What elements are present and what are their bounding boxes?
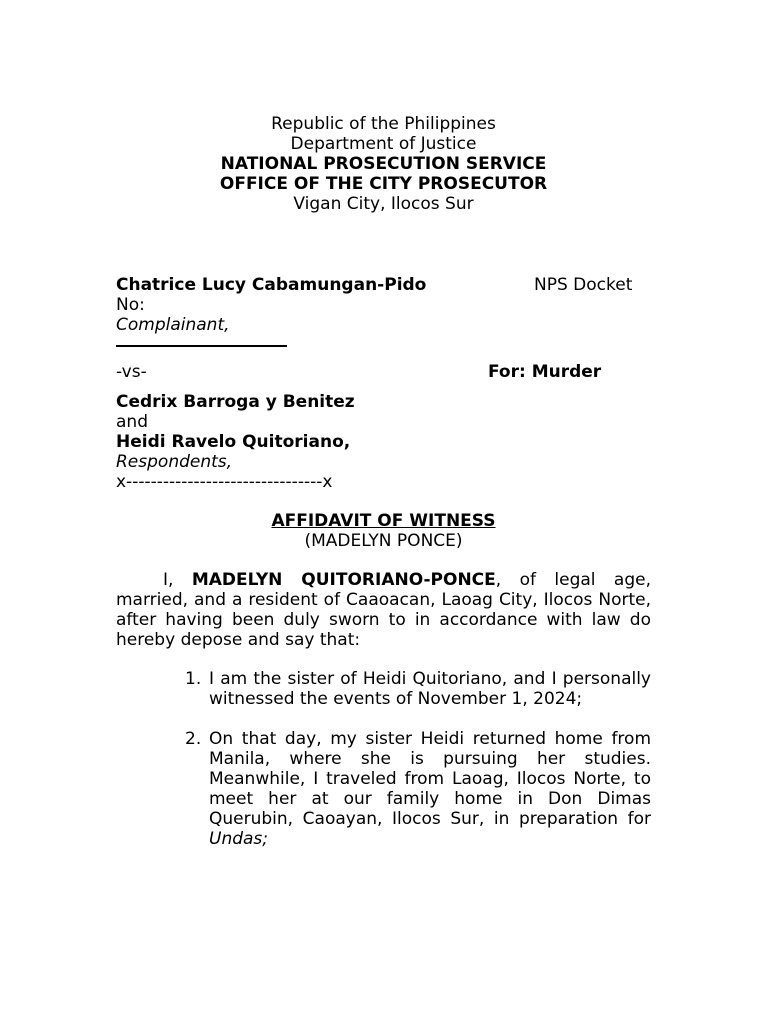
caption-separator: x--------------------------------x: [116, 472, 333, 492]
document-header: [116, 114, 651, 214]
allegation-number: 1.: [185, 669, 202, 689]
offense-label: For: Murder: [488, 362, 602, 382]
affidavit-page: [116, 114, 651, 869]
list-item: [116, 729, 651, 849]
docket-label: NPS Docket: [534, 275, 633, 295]
case-caption: [116, 275, 651, 492]
list-item: [116, 669, 651, 709]
header-location: Vigan City, Ilocos Sur: [293, 194, 474, 214]
allegation-number: 2.: [185, 729, 202, 749]
intro-text: , of legal age, married, and a resident of Caaoacan, Laoag City, Ilocos Norte, after having been duly sworn to in accordance with law do hereby depose and say that:: [116, 570, 652, 650]
respondents-block: [116, 392, 651, 492]
document-title: [116, 511, 651, 551]
intro-paragraph: [116, 570, 651, 650]
respondents-role: Respondents,: [116, 452, 233, 472]
affidavit-title: AFFIDAVIT OF WITNESS: [271, 511, 496, 531]
header-republic: Republic of the Philippines: [271, 114, 496, 134]
allegation-text: I am the sister of Heidi Quitoriano, and I personally witnessed the events of November 1, 2024;: [209, 669, 651, 709]
respondent-2: Heidi Ravelo Quitoriano,: [116, 432, 351, 452]
docket-number-label: No:: [116, 295, 145, 315]
affiant-name: MADELYN QUITORIANO-PONCE: [191, 570, 496, 590]
allegation-text: On that day, my sister Heidi returned home from Manila, where she is pursuing her studies. Meanwhile, I traveled from Laoag, Ilocos Norte, to meet her at our family home in Don Dimas Querubin, Caoayan, Ilocos Sur, in preparation for: [209, 729, 651, 829]
versus-text: -vs-: [116, 362, 147, 382]
allegations-list: [116, 669, 651, 849]
complainant-role: Complainant,: [116, 315, 230, 335]
affidavit-subtitle: (MADELYN PONCE): [304, 531, 463, 551]
intro-prefix: I,: [163, 570, 192, 590]
conjunction-and: and: [116, 412, 148, 432]
header-nps: NATIONAL PROSECUTION SERVICE: [220, 154, 547, 174]
allegation-emphasis: Undas;: [209, 829, 269, 849]
header-office: OFFICE OF THE CITY PROSECUTOR: [219, 174, 548, 194]
respondent-1: Cedrix Barroga y Benitez: [116, 392, 355, 412]
complainant-name: Chatrice Lucy Cabamungan-Pido: [116, 275, 427, 295]
caption-underline: [116, 335, 287, 347]
versus-row: [116, 362, 651, 382]
header-department: Department of Justice: [290, 134, 477, 154]
